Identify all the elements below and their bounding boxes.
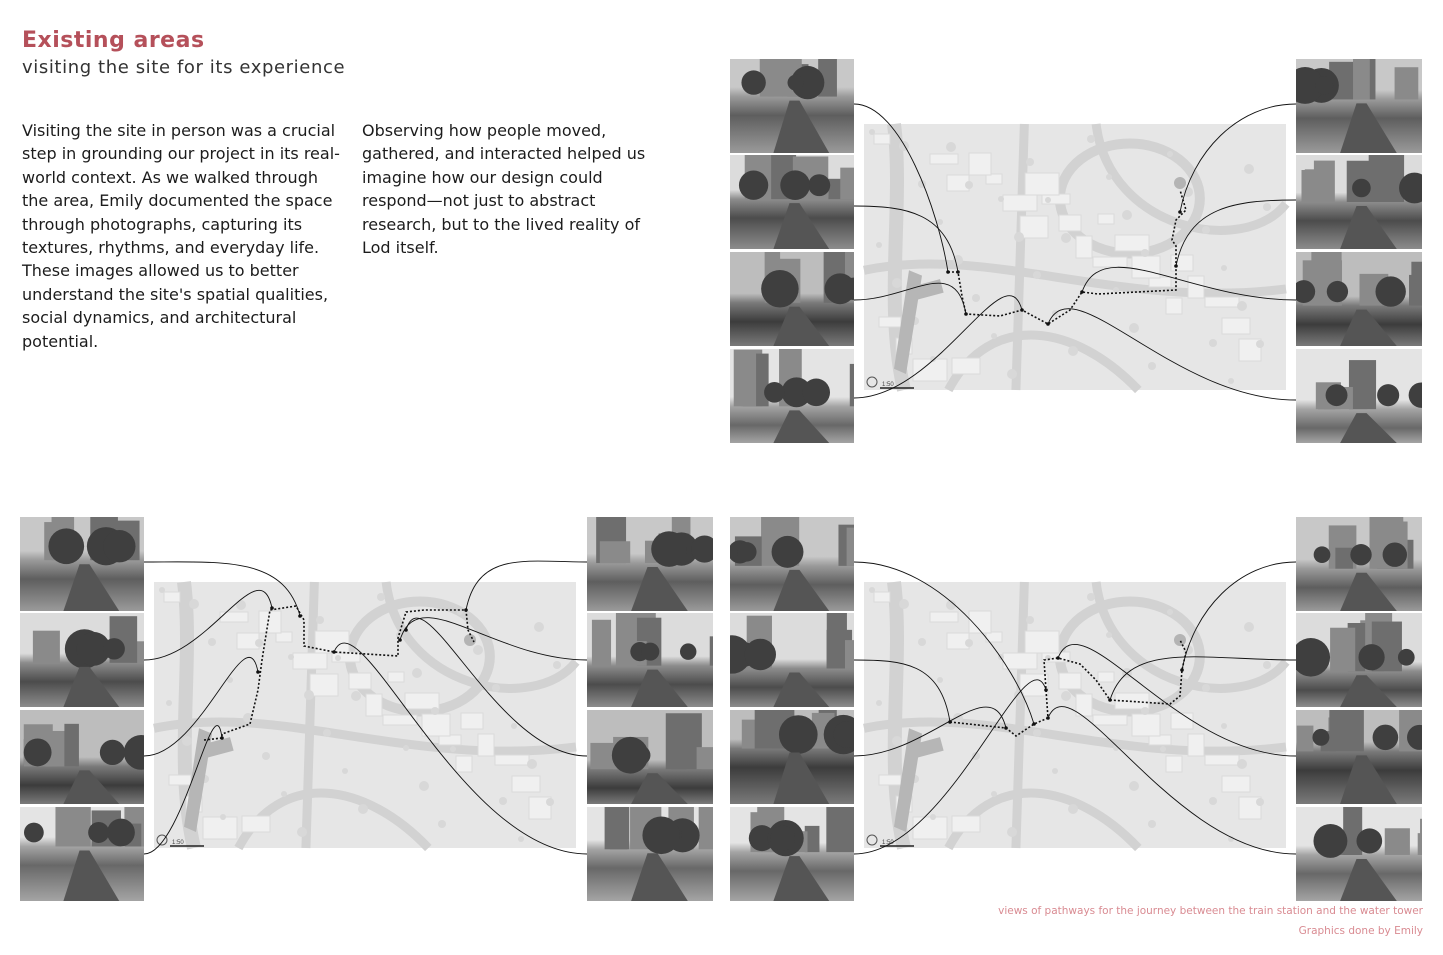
photo-road — [1340, 859, 1397, 901]
site-photo-left — [730, 517, 854, 611]
intro-paragraph: Visiting the site in person was a crucial step in grounding our project in its real-world context. As we walked through the area, Emily documented the space through photographs, capturing its textures, rhythms, and everyday life. These images allowed us to better understand the site's spatial qualities, social dynamics, and architectural potential. — [22, 121, 340, 351]
photo-tree — [745, 639, 776, 670]
photo-tree — [1350, 544, 1371, 565]
photo-tree — [1398, 649, 1415, 666]
photo-building — [33, 631, 60, 663]
photo-road — [631, 670, 688, 707]
photo-tree — [1296, 638, 1330, 677]
photo-road — [1340, 206, 1397, 249]
credit-caption: Graphics done by Emily — [1298, 925, 1423, 937]
photo-road — [631, 773, 688, 804]
photo-tree — [1327, 281, 1348, 302]
photo-road — [773, 307, 829, 346]
photo-tree — [642, 817, 680, 855]
photo-building — [741, 353, 756, 406]
photo-tree — [1352, 179, 1371, 198]
site-photo-left — [730, 155, 854, 249]
photo-road — [773, 203, 829, 249]
site-photo-right — [1296, 807, 1422, 901]
photo-scene — [1296, 517, 1422, 611]
photo-building — [1418, 833, 1422, 855]
photo-road — [1340, 675, 1397, 707]
photo-building — [610, 807, 629, 849]
photo-road — [1340, 103, 1397, 153]
photo-road — [63, 564, 119, 611]
photo-tree — [1312, 729, 1329, 746]
photo-tree — [1383, 543, 1407, 567]
photo-tree — [612, 737, 649, 774]
photo-tree — [651, 531, 687, 567]
photo-building — [1297, 726, 1314, 752]
photo-tree — [1409, 382, 1422, 407]
photo-road — [63, 667, 119, 707]
site-photo-right — [1296, 252, 1422, 346]
photo-tree — [103, 638, 124, 659]
photo-scene — [730, 252, 854, 346]
photo-tree — [48, 528, 84, 564]
photo-tree — [1313, 824, 1347, 858]
site-photo-right — [1296, 613, 1422, 707]
photo-scene — [20, 710, 144, 804]
photo-building — [1349, 360, 1376, 409]
photo-building — [845, 640, 854, 668]
photo-tree — [103, 530, 135, 562]
photo-tree — [1358, 644, 1384, 670]
photo-tree — [764, 382, 785, 403]
photo-building — [592, 620, 611, 666]
site-photo-left — [730, 349, 854, 443]
photo-tree — [739, 171, 768, 200]
photo-tree — [802, 379, 830, 407]
site-map — [154, 582, 576, 848]
photo-road — [1340, 310, 1397, 346]
photo-road — [631, 853, 688, 901]
photo-tree — [761, 270, 799, 308]
photo-scene — [20, 613, 144, 707]
photo-building — [826, 807, 854, 852]
scale-label: 1:50 — [172, 840, 184, 846]
photo-scene — [587, 517, 713, 611]
photo-tree — [1314, 546, 1331, 563]
photo-building — [55, 807, 90, 846]
photo-scene — [730, 613, 854, 707]
photo-tree — [107, 819, 135, 847]
photo-scene — [730, 517, 854, 611]
photo-scene — [730, 349, 854, 443]
photo-tree — [124, 735, 144, 770]
photo-building — [1314, 161, 1335, 202]
site-photo-left — [20, 613, 144, 707]
site-photo-left — [730, 613, 854, 707]
photo-scene — [730, 710, 854, 804]
photo-building — [1409, 275, 1422, 306]
site-photo-right — [587, 517, 713, 611]
photo-tree — [1377, 384, 1399, 406]
photo-road — [63, 770, 119, 804]
photo-scene — [1296, 807, 1422, 901]
photo-building — [850, 364, 854, 406]
photo-road — [773, 570, 829, 611]
site-photo-left — [730, 807, 854, 901]
photo-tree — [1356, 829, 1380, 853]
photo-tree — [1315, 76, 1333, 94]
photo-road — [1340, 755, 1397, 804]
photo-tree — [770, 826, 795, 851]
site-photo-left — [20, 710, 144, 804]
photo-tree — [741, 70, 765, 94]
photo-scene — [1296, 613, 1422, 707]
site-map — [864, 582, 1286, 848]
photo-scene — [730, 59, 854, 153]
photo-scene — [20, 807, 144, 901]
site-photo-right — [1296, 349, 1422, 443]
photo-scene — [1296, 710, 1422, 804]
photo-scene — [20, 517, 144, 611]
photo-tree — [680, 643, 696, 659]
photo-road — [773, 410, 829, 443]
site-photo-right — [587, 807, 713, 901]
scale-label: 1:50 — [882, 382, 894, 388]
site-photo-right — [587, 613, 713, 707]
photo-building — [1330, 628, 1355, 672]
photo-scene — [1296, 349, 1422, 443]
site-photo-right — [1296, 59, 1422, 153]
photo-building — [1353, 59, 1370, 99]
photo-scene — [1296, 59, 1422, 153]
site-photo-right — [587, 710, 713, 804]
photo-scene — [587, 613, 713, 707]
photo-building — [710, 636, 713, 665]
site-photo-right — [1296, 155, 1422, 249]
site-photo-right — [1296, 517, 1422, 611]
photo-tree — [1375, 276, 1405, 306]
site-photo-left — [730, 710, 854, 804]
photo-tree — [788, 75, 804, 91]
photo-building — [699, 807, 713, 849]
site-photo-left — [730, 252, 854, 346]
photo-building — [697, 747, 713, 769]
photo-tree — [808, 174, 830, 196]
scale-label: 1:50 — [882, 840, 894, 846]
photo-scene — [1296, 155, 1422, 249]
photo-tree — [641, 643, 659, 661]
photo-scene — [1296, 252, 1422, 346]
photo-scene — [730, 807, 854, 901]
photo-road — [773, 753, 829, 804]
photo-tree — [24, 738, 52, 766]
photo-road — [773, 101, 829, 153]
site-photo-left — [730, 59, 854, 153]
photo-road — [63, 850, 119, 901]
photo-building — [768, 59, 783, 97]
photo-tree — [779, 715, 818, 754]
photo-building — [1335, 548, 1353, 569]
photo-tree — [24, 823, 44, 843]
photo-building — [1395, 67, 1419, 99]
photo-building — [1329, 710, 1364, 751]
photo-building — [847, 528, 854, 566]
photo-building — [840, 168, 854, 200]
photo-road — [773, 672, 829, 707]
photo-building — [141, 807, 144, 846]
photo-tree — [1373, 725, 1399, 751]
observation-paragraph: Observing how people moved, gathered, and interacted helped us imagine how our design could respond—not just to abstract research, but to the lived reality of Lod itself. — [362, 121, 646, 258]
photo-road — [773, 856, 829, 901]
site-map — [864, 124, 1286, 390]
figure-caption: views of pathways for the journey between the train station and the water tower — [998, 905, 1423, 917]
photo-tree — [88, 822, 109, 843]
photo-building — [1385, 828, 1410, 855]
site-photo-left — [20, 517, 144, 611]
page-title: Existing areas — [22, 28, 205, 53]
photo-scene — [587, 710, 713, 804]
site-photo-right — [1296, 710, 1422, 804]
photo-scene — [587, 807, 713, 901]
photo-road — [1340, 413, 1397, 443]
photo-building — [600, 541, 630, 563]
photo-scene — [730, 155, 854, 249]
photo-tree — [100, 740, 125, 765]
page-subtitle: visiting the site for its experience — [22, 57, 346, 78]
photo-tree — [780, 170, 810, 200]
site-photo-left — [20, 807, 144, 901]
photo-road — [631, 567, 688, 611]
photo-building — [671, 720, 687, 769]
photo-tree — [737, 542, 757, 562]
photo-building — [64, 724, 79, 767]
photo-road — [1340, 573, 1397, 611]
photo-tree — [772, 536, 804, 568]
photo-tree — [1326, 384, 1348, 406]
